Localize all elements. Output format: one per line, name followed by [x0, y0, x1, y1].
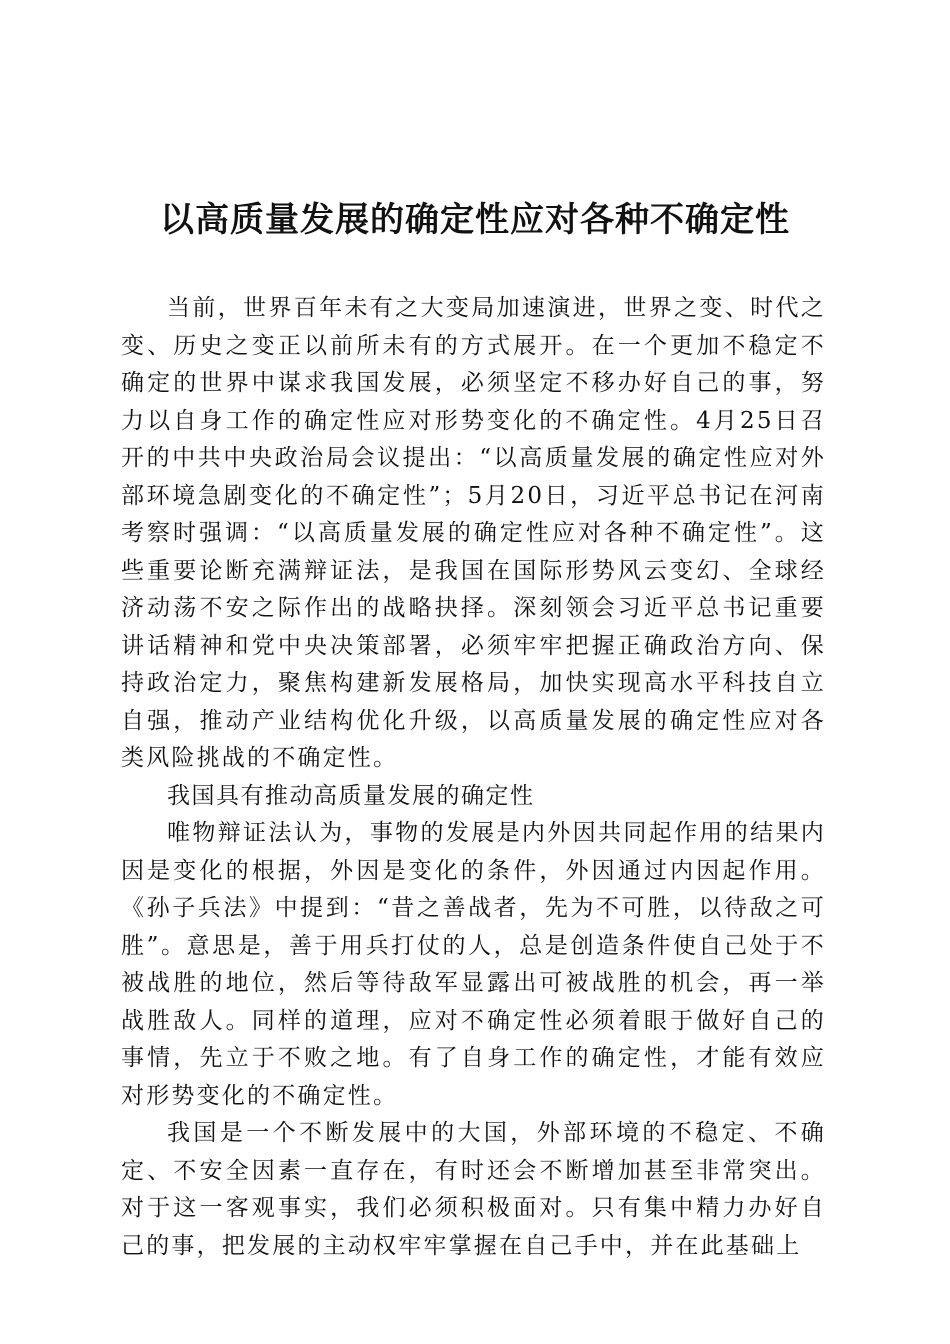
section-paragraph-2: 我国是一个不断发展中的大国，外部环境的不稳定、不确定、不安全因素一直存在，有时还会不断增加甚至非常突出。对于这一客观事实，我们必须积极面对。只有集中精力办好自己的事，把发展的主动权牢牢掌握在自己手中，并在此基础上	[121, 1120, 826, 1259]
section-heading: 我国具有推动高质量发展的确定性	[167, 782, 535, 809]
section-paragraph-1: 唯物辩证法认为，事物的发展是内外因共同起作用的结果内因是变化的根据，外因是变化的条件，外因通过内因起作用。《孙子兵法》中提到：“昔之善战者，先为不可胜，以待敌之可胜”。意思是，善于用兵打仗的人，总是创造条件使自己处于不被战胜的地位，然后等待敌军显露出可被战胜的机会，再一举战胜敌人。同样的道理，应对不确定性必须着眼于做好自己的事情，先立于不败之地。有了自身工作的确定性，才能有效应对形势变化的不确定性。	[121, 820, 826, 1109]
document-title: 以高质量发展的确定性应对各种不确定性	[160, 200, 790, 240]
document-body	[121, 290, 826, 1265]
intro-paragraph: 当前，世界百年未有之大变局加速演进，世界之变、时代之变、历史之变正以前所未有的方式展开。在一个更加不稳定不确定的世界中谋求我国发展，必须坚定不移办好自己的事，努力以自身工作的确定性应对形势变化的不确定性。4月25日召开的中共中央政治局会议提出：“以高质量发展的确定性应对外部环境急剧变化的不确定性”；5月20日，习近平总书记在河南考察时强调：“以高质量发展的确定性应对各种不确定性”。这些重要论断充满辩证法，是我国在国际形势风云变幻、全球经济动荡不安之际作出的战略抉择。深刻领会习近平总书记重要讲话精神和党中央决策部署，必须牢牢把握正确政治方向、保持政治定力，聚焦构建新发展格局，加快实现高水平科技自立自强，推动产业结构优化升级，以高质量发展的确定性应对各类风险挑战的不确定性。	[121, 295, 826, 771]
